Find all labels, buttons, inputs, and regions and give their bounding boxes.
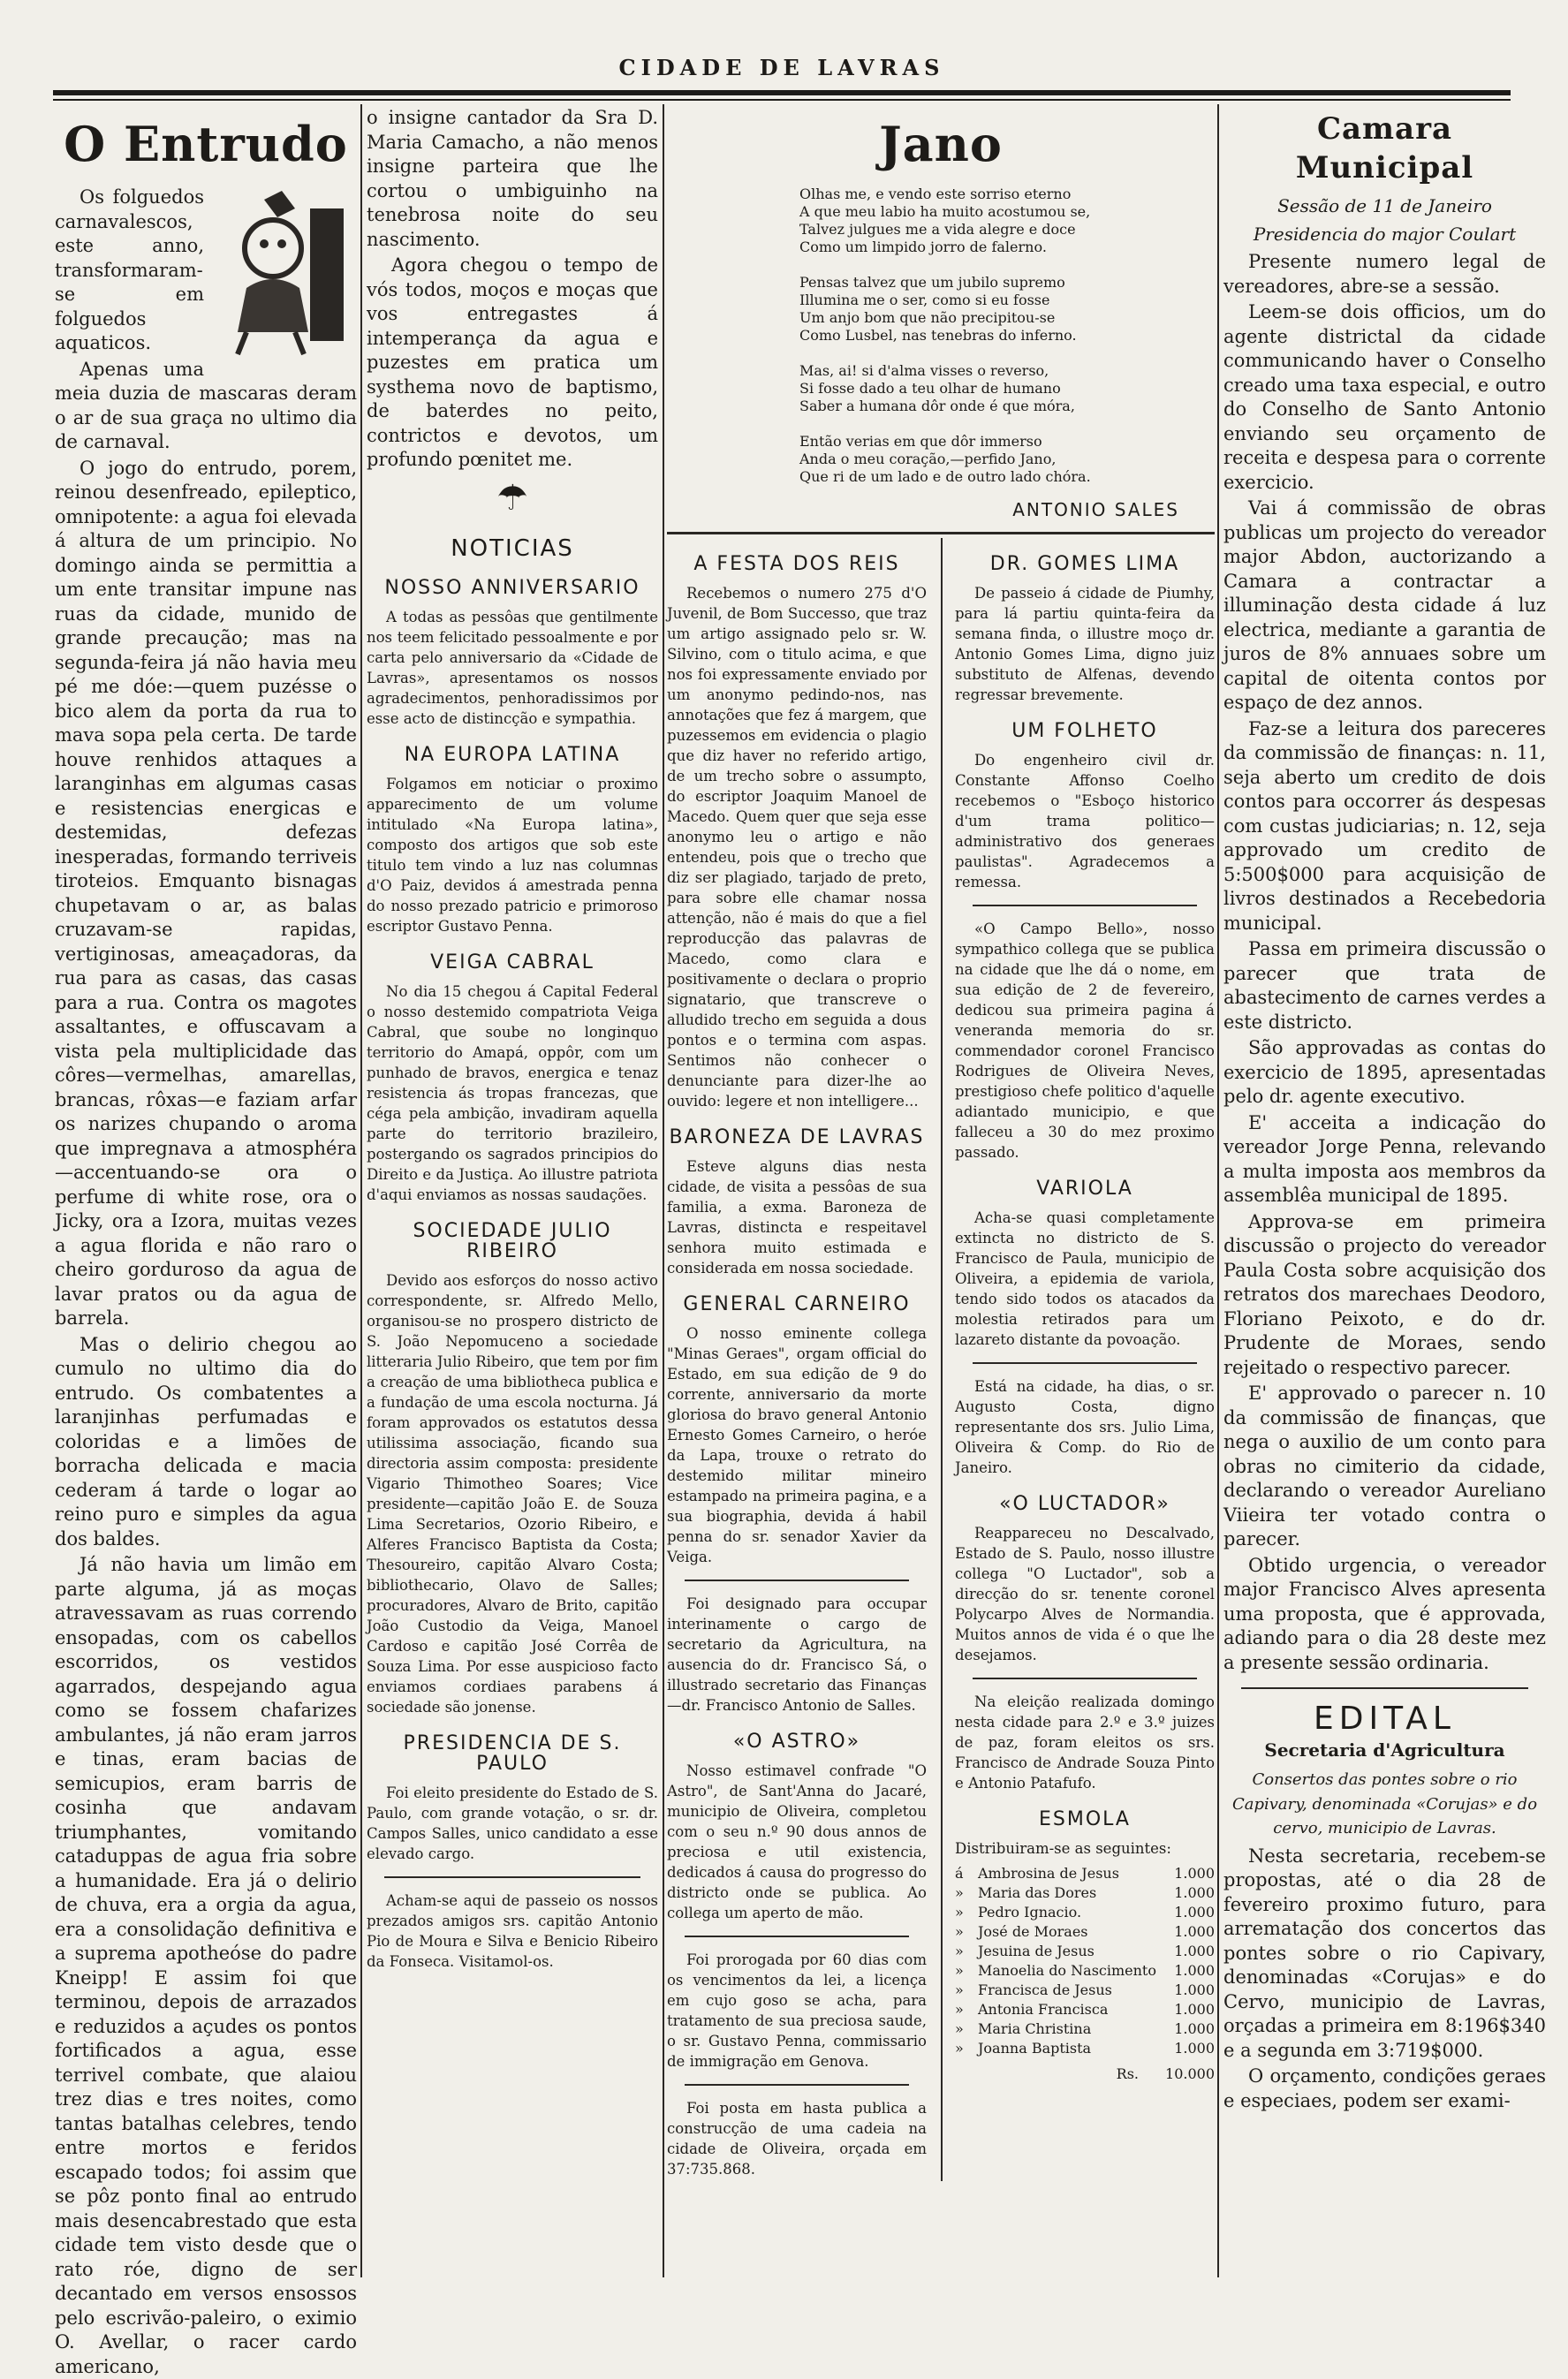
divider	[973, 905, 1197, 906]
divider	[685, 1936, 909, 1937]
masthead-rule-thick	[53, 90, 1511, 95]
esmola-quote: »	[955, 1922, 964, 1940]
poem-line: Então verias em que dôr immerso	[799, 433, 1042, 450]
esmola-name: Pedro Ignacio.	[978, 1903, 1082, 1921]
section-heading: NA EUROPA LATINA	[404, 743, 621, 766]
esmola-value: 1.000	[1174, 1942, 1215, 1959]
poem	[799, 186, 1215, 486]
poem-line: Como Lusbel, nas tenebras do inferno.	[799, 327, 1077, 344]
column-divider	[663, 104, 664, 2277]
esmola-value: 1.000	[1174, 2039, 1215, 2057]
esmola-item	[955, 1922, 1215, 1942]
poem-line	[799, 345, 1215, 362]
section-heading: GENERAL CARNEIRO	[683, 1292, 911, 1315]
section-heading: UM FOLHETO	[1011, 719, 1158, 742]
section-text: A todas as pessôas que gentilmente nos teem felicitado pessoalmente e por carta pelo anniversario da «Cidade de Lavras», apresentamos os nossos agradecimentos, penhoradissimos por esse acto de distincção e sympathia.	[367, 608, 658, 727]
esmola-total-value: 10.000	[1165, 2065, 1215, 2082]
poem-line: Um anjo bom que não precipitou-se	[799, 309, 1056, 326]
paragraph: Faz-se a leitura dos pareceres da commissão de finanças: n. 11, seja aberto um credito de dois contos para occorrer ás despesas com custas judiciarias; n. 12, seja approvado um credito de 5:500$000 para acquisição de livros destinados a Recebedoria municipal.	[1223, 717, 1546, 934]
paragraph: Passa em primeira discussão o parecer que trata de abastecimento de carnes verdes a este districto.	[1223, 938, 1546, 1033]
esmola-name: Maria Christina	[978, 2019, 1092, 2037]
esmola-item	[955, 1903, 1215, 1922]
poem-line: Pensas talvez que um jubilo supremo	[799, 274, 1065, 291]
section-text: No dia 15 chegou á Capital Federal o nosso destemido compatriota Veiga Cabral, que soube no longinquo territorio do Amapá, oppôr, com um punhado de bravos, energica e tenaz resistencia ás tropas francezas, que céga pela ambição, invadiram aquella parte do territorio brazileiro, postergando os sagrados principios do Direito e da Justiça. Ao illustre patriota d'aqui enviamos as nossas saudações.	[367, 982, 658, 1203]
edital-department: Secretaria d'Agricultura	[1264, 1739, 1505, 1761]
section-text: Reappareceu no Descalvado, Estado de S. Paulo, nosso illustre collega "O Luctador", sob a direcção do sr. tenente coronel Polycarpo Alves de Normandia. Muitos annos de vida é o que lhe desejamos.	[955, 1524, 1215, 1663]
paragraph: O orçamento, condições geraes e especiaes, podem ser exami-	[1223, 2065, 1546, 2111]
paragraph: Vai á commissão de obras publicas um projecto do vereador major Abdon, auctorizando a Camara a contractar a illuminação desta cidade á luz electrica, mediante a garantia de juros de 8% annuaes sobre um capital de oitenta contos por espaço de dez annos.	[1223, 497, 1546, 713]
divider	[973, 1362, 1197, 1364]
section-text: Acha-se quasi completamente extincta no districto de S. Francisco de Paula, municipio de Oliveira, a epidemia de variola, tendo sido todos os atacados da molestia retirados para um lazareto distante da povoação.	[955, 1208, 1215, 1348]
masthead: CIDADE DE LAVRAS	[618, 55, 945, 80]
masthead-rule-thin	[53, 99, 1511, 101]
section-heading: VARIOLA	[1036, 1177, 1133, 1200]
section-heading: «O ASTRO»	[732, 1730, 861, 1753]
esmola-quote: »	[955, 1903, 964, 1921]
esmola-value: 1.000	[1174, 2000, 1215, 2018]
esmola-item	[955, 2000, 1215, 2019]
esmola-total	[955, 2064, 1215, 2084]
paragraph: Os folguedos carnavalescos, este anno, transformaram-se em folguedos aquaticos.	[55, 186, 204, 353]
esmola-value: 1.000	[1174, 1883, 1215, 1901]
esmola-name: Manoelia do Nascimento	[978, 1961, 1156, 1979]
section-heading: «O LUCTADOR»	[999, 1492, 1170, 1515]
section-text: De passeio á cidade de Piumhy, para lá partiu quinta-feira da semana finda, o illustre moço dr. Antonio Gomes Lima, digno juiz substituto de Alfenas, devendo regressar brevemente.	[955, 584, 1215, 703]
paragraph: E' acceita a indicação do vereador Jorge Penna, relevando a multa imposta aos membros da assemblêa municipal de 1895.	[1223, 1111, 1546, 1206]
article-title: O Entrudo	[64, 116, 348, 172]
poem-title: Jano	[879, 116, 1003, 172]
divider	[1241, 1687, 1528, 1689]
column-jano	[667, 106, 1215, 2288]
paragraph: Já não havia um limão em parte alguma, já as moças atravessavam as ruas correndo ensopadas, com os cabellos escorridos, os vestidos agarrados, despejando agua como se fossem chafarizes ambulantes, já não eram jarros e tinas, eram bacias de semicupios, eram barris de cosinha que andavam triumphantes, vomitando cataduppas de agua fria sobre a humanidade. Era já o delirio de chuva, era a orgia da agua, era a consolidação definitiva e a suprema apotheóse do padre Kneipp! E assim foi que terminou, depois de arrazados e reduzidos a açudes os pontos fortificados a agua, esse terrivel combate, que alaiou trez dias e tres noites, como tantas batalhas celebres, tendo entre mortos e feridos escapado todos; foi assim que se pôz ponto final ao entrudo mais desencabrestado que esta cidade tem visto desde que o rato róe, digno de ser decantado em versos ensossos pelo escrivão-paleiro, o eximio O. Avellar, o racer cardo americano,	[55, 1554, 357, 2377]
esmola-name: Francisca de Jesus	[978, 1981, 1112, 1998]
column-divider	[360, 104, 362, 2277]
esmola-quote: »	[955, 1942, 964, 1959]
section-text: Folgamos em noticiar o proximo apparecimento de um volume intitulado «Na Europa latina», composto dos artigos que sob este titulo tem vindo a luz nas columnas d'O Paiz, devidos á amestrada penna do nosso prezado patricio e primoroso escriptor Gustavo Penna.	[367, 775, 658, 935]
esmola-name: Joanna Baptista	[978, 2039, 1092, 2057]
section-text: Nosso estimavel confrade "O Astro", de Sant'Anna do Jacaré, municipio de Oliveira, completou com o seu n.º 90 dous annos de preciosa e util existencia, dedicados á causa do progresso do districto onde se publica. Ao collega um aperto de mão.	[667, 1762, 927, 1921]
esmola-intro: Distribuiram-se as seguintes:	[955, 1839, 1171, 1857]
carnival-figure-illustration	[211, 191, 357, 359]
esmola-name: José de Moraes	[978, 1922, 1088, 1940]
divider	[973, 1678, 1197, 1679]
section-heading: A FESTA DOS REIS	[693, 552, 900, 575]
section-text: Devido aos esforços do nosso activo correspondente, sr. Alfredo Mello, organisou-se no prospero districto de S. João Nepomuceno a sociedade litteraria Julio Ribeiro, que tem por fim a creação de uma bibliotheca publica e a fundação de uma escola nocturna. Já foram approvados os estatutos dessa utilissima associação, ficando sua directoria assim composta: presidente Vigario Thimotheo Soares; Vice presidente—capitão João E. de Souza Lima Secretarios, Ozorio Ribeiro, e Alferes Francisco Baptista da Costa; Thesoureiro, capitão Alvaro Costa; bibliothecario, Olavo de Salles; procuradores, Alvaro de Brito, capitão João Custodio da Veiga, Manoel Cardoso e capitão José Corrêa de Souza Lima. Por esse auspicioso facto enviamos cordiaes parabens á sociedade são jonense.	[367, 1271, 658, 1716]
section-text: Acham-se aqui de passeio os nossos prezados amigos srs. capitão Antonio Pio de Moura e Silva e Benicio Ribeiro da Fonseca. Visitamol-os.	[367, 1891, 658, 1970]
esmola-quote: »	[955, 2000, 964, 2018]
divider	[685, 2084, 909, 2086]
subcolumn-right	[941, 538, 1215, 2181]
umbrella-icon: ☂	[496, 477, 528, 519]
esmola-quote: »	[955, 2039, 964, 2057]
noticias-header: NOTICIAS	[451, 535, 574, 562]
esmola-item	[955, 1942, 1215, 1961]
divider	[685, 1580, 909, 1581]
section-text: Do engenheiro civil dr. Constante Affonso Coelho recebemos o "Esboço historico d'um trama politico—administrativo dos generaes paulistas". Agradecemos a remessa.	[955, 751, 1215, 890]
poem-line: Talvez julgues me a vida alegre e doce	[799, 221, 1076, 238]
esmola-item	[955, 2019, 1215, 2039]
column-noticias	[367, 106, 658, 2288]
paragraph: Mas o delirio chegou ao cumulo no ultimo dia do entrudo. Os combatentes a laranjinhas perfumadas e coloridas e a limões de borracha delicada e macia cederam á tarde o logar ao reino puro e simples da agua dos baldes.	[55, 1333, 357, 1549]
esmola-name: Ambrosina de Jesus	[978, 1864, 1119, 1882]
esmola-list	[955, 1864, 1215, 2058]
poem-line: Como um limpido jorro de falerno.	[799, 239, 1047, 255]
subcolumn-left	[667, 538, 927, 2181]
esmola-quote: »	[955, 2019, 964, 2037]
esmola-value: 1.000	[1174, 1864, 1215, 1882]
esmola-value: 1.000	[1174, 2019, 1215, 2037]
poem-line: Olhas me, e vendo este sorriso eterno	[799, 186, 1072, 202]
edital-subject: Consertos das pontes sobre o rio Capivary, denominada «Corujas» e do cervo, municipio de Lavras.	[1231, 1770, 1538, 1837]
section-text: Foi designado para occupar interinamente o cargo de secretario da Agricultura, na ausencia do dr. Francisco Sá, o illustrado secretario das Finanças—dr. Francisco Antonio de Salles.	[667, 1595, 927, 1714]
section-heading: BARONEZA DE LAVRAS	[669, 1125, 925, 1148]
section-text: Foi prorogada por 60 dias com os vencimentos da lei, a licença em cujo goso se acha, para tratamento de sua preciosa saude, o sr. Gustavo Penna, commissario de immigração em Genova.	[667, 1951, 927, 2070]
section-text: Foi posta em hasta publica a construcção de uma cadeia na cidade de Oliveira, orçada em 37:735.868.	[667, 2099, 927, 2178]
poem-author: ANTONIO SALES	[1012, 499, 1179, 520]
section-text: «O Campo Bello», nosso sympathico collega que se publica na cidade que lhe dá o nome, em sua edição de 2 de fevereiro, dedicou sua primeira pagina á veneranda memoria do sr. commendador coronel Francisco Rodrigues de Oliveira Neves, prestigioso chefe politico d'aquelle adiantado municipio, e que falleceu a 30 do mez proximo passado.	[955, 920, 1215, 1161]
paragraph: o insigne cantador da Sra D. Maria Camacho, a não menos insigne parteira que lhe cortou o umbiguinho na tenebrosa noite do seu nascimento.	[367, 107, 658, 250]
column-entrudo	[55, 106, 357, 2377]
session-line: Sessão de 11 de Janeiro	[1277, 195, 1492, 216]
article-title: Camara Municipal	[1295, 111, 1474, 186]
paragraph: O jogo do entrudo, porem, reinou desenfreado, epileptico, omnipotente: a agua foi elevada á altura de um principio. No domingo ainda se permittia a um ente transitar impune nas ruas da cidade, munido de grande precaução; mas na segunda-feira já não havia meu pé me dóe:—quem puzésse o bico alem da porta da rua to mava sopa pela certa. De tarde houve renhidos attaques a laranginhas em algumas casas e resistencias energicas e destemidas, defezas inesperadas, formando terriveis tiroteios. Emquanto bisnagas chupetavam o ar, as balas cruzavam-se rapidas, vertiginosas, ameaçadoras, da rua para as casas, das casas para a rua. Contra os magotes assaltantes, e offuscavam a vista pela multiplicidade das côres—vermelhas, amarellas, brancas, rôxas—e faziam arfar os narizes chupando o aroma que impregnava a atmosphéra—accentuando-se ora o perfume di white rose, ora o Jicky, ora a Izora, muitas vezes a agua florida e não raro o cheiro gorduroso da agua de lavar pratos ou da agua de barrela.	[55, 457, 357, 1329]
paragraph: Approva-se em primeira discussão o projecto do vereador Paula Costa sobre acquisição dos retratos dos marechaes Deodoro, Floriano Peixoto, e do dr. Prudente de Moraes, sendo rejeitado o respectivo parecer.	[1223, 1210, 1546, 1378]
paragraph: Obtido urgencia, o vereador major Francisco Alves apresenta uma proposta, que é approvada, adiando para o dia 28 deste mez a presente sessão ordinaria.	[1223, 1554, 1546, 1673]
esmola-value: 1.000	[1174, 1981, 1215, 1998]
paragraph: Agora chegou o tempo de vós todos, moços e moças que vos entregastes á intemperança da agua e puzestes em pratica um systhema novo de baptismo, de baterdes no peito, contrictos e devotos, um profundo pœnitet me.	[367, 254, 658, 470]
presidency-line: Presidencia do major Coulart	[1253, 223, 1517, 245]
section-text: Esteve alguns dias nesta cidade, de visita a pessôas de sua familia, a exma. Baroneza de Lavras, distincta e respeitavel senhora muito estimada e considerada em nossa sociedade.	[667, 1157, 927, 1277]
paragraph: Nesta secretaria, recebem-se propostas, até o dia 28 de fevereiro proximo futuro, para arrematação dos concertos das pontes sobre o rio Capivary, denominadas «Corujas» e do Cervo, municipio de Lavras, orçadas a primeira em 8:196$340 e a segunda em 3:719$000.	[1223, 1845, 1546, 2061]
section-heading: DR. GOMES LIMA	[989, 552, 1180, 575]
column-divider	[1217, 104, 1219, 2277]
esmola-quote: »	[955, 1981, 964, 1998]
section-text: Na eleição realizada domingo nesta cidade para 2.º e 3.º juizes de paz, foram eleitos os srs. Francisco de Andrade Souza Pinto e Antonio Patafufo.	[955, 1693, 1215, 1792]
poem-line: Mas, ai! si d'alma visses o reverso,	[799, 362, 1049, 379]
section-heading: PRESIDENCIA DE S. PAULO	[403, 1731, 622, 1775]
paragraph: Apenas uma meia duzia de mascaras deram o ar de sua graça no ultimo dia de carnaval.	[55, 358, 357, 452]
paragraph: Leem-se dois officios, um do agente districtal da cidade communicando haver o Conselho creado uma taxa especial, e outro do Conselho de Santo Antonio enviando seu orçamento de receita e despesa para o corrente exercicio.	[1223, 301, 1546, 493]
esmola-item	[955, 1961, 1215, 1981]
divider	[667, 532, 1215, 534]
esmola-item	[955, 1883, 1215, 1903]
esmola-name: Maria das Dores	[978, 1883, 1097, 1901]
poem-line: Anda o meu coração,—perfido Jano,	[799, 451, 1057, 467]
section-text: Está na cidade, ha dias, o sr. Augusto Costa, digno representante dos srs. Julio Lima, Oliveira & Comp. do Rio de Janeiro.	[955, 1377, 1215, 1476]
section-heading: ESMOLA	[1039, 1807, 1131, 1830]
esmola-total-label: Rs.	[1116, 2065, 1140, 2082]
section-heading: SOCIEDADE JULIO RIBEIRO	[413, 1219, 612, 1262]
section-text: Recebemos o numero 275 d'O Juvenil, de Bom Successo, que traz um artigo assignado pelo sr. W. Silvino, com o titulo acima, e que nos foi expressamente enviado por um anonymo pedindo-nos, nas annotações que fez á margem, que puzessemos em evidencia o plagio que diz haver no referido artigo, de um trecho sobre o assumpto, do escriptor Joaquim Manoel de Macedo. Quem quer que seja esse anonymo leu o artigo e não entendeu, pois que o trecho que diz ser plagiado, tarjado de preto, para sobre elle chamar nossa attenção, não é mais do que a fiel reproducção das palavras de Macedo, como clara e positivamente o declara o proprio signatario, que transcreve o alludido trecho em seguida a dous pontos e o termina com aspas. Sentimos não conhecer o denunciante para dizer-lhe ao ouvido: legere et non intelligere...	[667, 584, 927, 1110]
poem-line: Saber a humana dôr onde é que móra,	[799, 398, 1075, 414]
esmola-item	[955, 1864, 1215, 1883]
esmola-name: Antonia Francisca	[978, 2000, 1109, 2018]
esmola-quote: »	[955, 1883, 964, 1901]
esmola-item	[955, 2039, 1215, 2058]
poem-line: Illumina me o ser, como si eu fosse	[799, 292, 1050, 308]
esmola-item	[955, 1981, 1215, 2000]
paragraph: Presente numero legal de vereadores, abre-se a sessão.	[1223, 251, 1546, 297]
poem-line: Que ri de um lado e de outro lado chóra.	[799, 468, 1091, 485]
divider	[384, 1876, 640, 1878]
poem-line: Si fosse dado a teu olhar de humano	[799, 380, 1061, 397]
section-text: Foi eleito presidente do Estado de S. Paulo, com grande votação, o sr. dr. Campos Salles, unico candidato a esse elevado cargo.	[367, 1784, 658, 1862]
paragraph: São approvadas as contas do exercicio de 1895, apresentadas pelo dr. agente executivo.	[1223, 1037, 1546, 1107]
paragraph: E' approvado o parecer n. 10 da commissão de finanças, que nega o auxilio de um conto para obras no cimiterio da cidade, declarando o vereador Aureliano Viieira ter votado contra o parecer.	[1223, 1383, 1546, 1549]
poem-line: A que meu labio ha muito acostumou se,	[799, 203, 1091, 220]
section-heading: VEIGA CABRAL	[430, 951, 595, 974]
esmola-value: 1.000	[1174, 1961, 1215, 1979]
esmola-quote: á	[955, 1864, 964, 1882]
poem-line	[799, 415, 1215, 433]
edital-title: EDITAL	[1314, 1701, 1456, 1737]
esmola-value: 1.000	[1174, 1903, 1215, 1921]
esmola-quote: »	[955, 1961, 964, 1979]
esmola-name: Jesuina de Jesus	[978, 1942, 1095, 1959]
section-text: O nosso eminente collega "Minas Geraes", orgam official do Estado, em sua edição de 9 do corrente, anniversario da morte gloriosa do bravo general Antonio Ernesto Gomes Carneiro, o heróe da Lapa, trouxe o retrato do destemido militar mineiro estampado na primeira pagina, e a sua biographia, devida á habil penna do sr. senador Xavier da Veiga.	[667, 1324, 927, 1565]
poem-line	[799, 256, 1215, 274]
column-camara	[1223, 106, 1546, 2288]
esmola-value: 1.000	[1174, 1922, 1215, 1940]
section-heading: NOSSO ANNIVERSARIO	[384, 576, 640, 599]
